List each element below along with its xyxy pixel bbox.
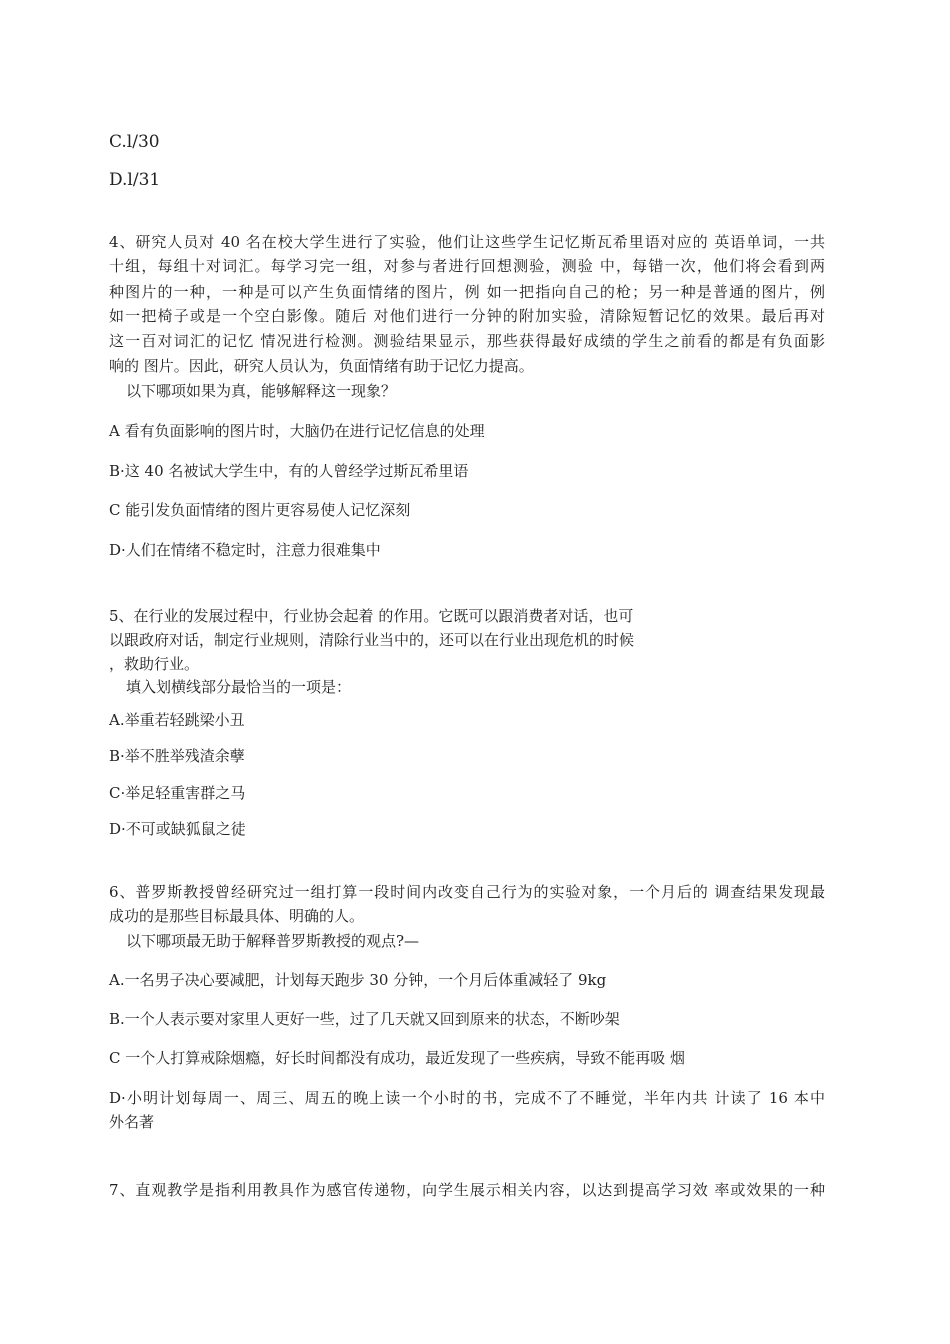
q6-option-c: C 一个人打算戒除烟瘾，好长时间都没有成功，最近发现了一些疾病，导致不能再吸 烟	[109, 1049, 686, 1067]
q4-stem-line-2: 十组，每组十对词汇。每学习完一组，对参与者进行回想测验，测验 中，每错一次，他们将会看到两	[109, 257, 825, 275]
q4-option-c: C 能引发负面情绪的图片更容易使人记忆深刻	[109, 501, 411, 519]
q4-stem-line-4: 如一把椅子或是一个空白影像。随后 对他们进行一分钟的附加实验，清除短暂记忆的效果。最后再对	[109, 307, 825, 325]
q6-stem-line-1: 6、普罗斯教授曾经研究过一组打算一段时间内改变自己行为的实验对象，一个月后的 调查结果发现最	[109, 883, 825, 901]
q4-option-d: D·人们在情绪不稳定时，注意力很难集中	[109, 541, 381, 559]
q5-prompt: 填入划横线部分最恰当的一项是：	[126, 678, 352, 696]
q6-option-d-line-2: 外名著	[109, 1113, 155, 1131]
q6-option-a: A.一名男子决心要减肥，计划每天跑步 30 分钟，一个月后体重减轻了 9kg	[109, 971, 607, 989]
q4-stem-line-1: 4、研究人员对 40 名在校大学生进行了实验，他们让这些学生记忆斯瓦希里语对应的 英语单词，一共	[109, 233, 825, 251]
q5-option-a: A.举重若轻跳梁小丑	[109, 711, 245, 729]
q6-prompt: 以下哪项最无助于解释普罗斯教授的观点?—	[126, 932, 420, 950]
q4-option-a: A 看有负面影响的图片时，大脑仍在进行记忆信息的处理	[109, 422, 485, 440]
q5-option-d: D·不可或缺狐鼠之徒	[109, 820, 246, 838]
q5-option-c: C·举足轻重害群之马	[109, 784, 246, 802]
q4-prompt: 以下哪项如果为真，能够解释这一现象？	[126, 382, 397, 400]
q6-option-d-line-1: D·小明计划每周一、周三、周五的晚上读一个小时的书，完成不了不睡觉，半年内共 计读了 16 本中	[109, 1089, 825, 1107]
q4-stem-line-6: 响的 图片。因此，研究人员认为，负面情绪有助于记忆力提高。	[109, 357, 534, 375]
q5-stem-line-1: 5、在行业的发展过程中，行业协会起着 的作用。它既可以跟消费者对话，也可	[109, 607, 634, 625]
q6-stem-line-2: 成功的是那些目标最具体、明确的人。	[109, 907, 365, 925]
q3-option-c: C.l/30	[109, 132, 160, 152]
q3-option-d: D.l/31	[109, 170, 161, 190]
q4-option-b: B·这 40 名被试大学生中，有的人曾经学过斯瓦希里语	[109, 462, 469, 480]
q5-stem-line-3: ，救助行业。	[109, 655, 200, 673]
q7-stem-line-1: 7、直观教学是指利用教具作为感官传递物，向学生展示相关内容，以达到提高学习效 率或效果的一种	[109, 1181, 825, 1199]
q6-option-b: B.一个人表示要对家里人更好一些，过了几天就又回到原来的状态，不断吵架	[109, 1010, 620, 1028]
q5-stem-line-2: 以跟政府对话，制定行业规则，清除行业当中的，还可以在行业出现危机的时候	[109, 631, 635, 649]
q5-option-b: B·举不胜举残渣余孽	[109, 747, 245, 765]
q4-stem-line-3: 种图片的一种，一种是可以产生负面情绪的图片，例 如一把指向自己的枪；另一种是普通的图片，例	[109, 283, 825, 301]
q4-stem-line-5: 这一百对词汇的记忆 情况进行检测。测验结果显示，那些获得最好成绩的学生之前看的都是有负面影	[109, 332, 825, 350]
